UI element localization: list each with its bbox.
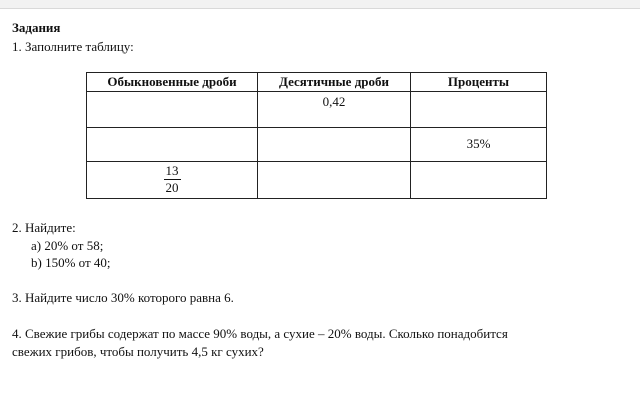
cell-fraction [87, 162, 258, 199]
header-ordinary-fractions: Обыкновенные дроби [87, 73, 258, 92]
cell-decimal: 0,42 [258, 92, 411, 128]
fraction-denominator: 20 [165, 180, 179, 195]
cell-decimal [258, 128, 411, 162]
task-2a: а) 20% от 58; [31, 238, 104, 253]
table-row [87, 128, 547, 162]
cell-percent [411, 162, 547, 199]
task-3-text: 3. Найдите число 30% которого равна 6. [12, 290, 234, 305]
fraction-numerator: 13 [165, 163, 179, 178]
fraction-13-20 [164, 164, 181, 195]
cell-percent: 35% [411, 128, 547, 162]
table-row [87, 92, 547, 128]
cell-decimal [258, 162, 411, 199]
table-row [87, 162, 547, 199]
page-title: Задания [12, 20, 61, 35]
task-2b: b) 150% от 40; [31, 255, 111, 270]
task-4-line-2: свежих грибов, чтобы получить 4,5 кг сухих? [12, 344, 264, 359]
header-decimal-fractions: Десятичные дроби [258, 73, 411, 92]
header-percents: Проценты [411, 73, 547, 92]
task-4-line-1: 4. Свежие грибы содержат по массе 90% воды, а сухие – 20% воды. Сколько понадобится [12, 326, 508, 341]
cell-fraction [87, 92, 258, 128]
cell-fraction [87, 128, 258, 162]
fractions-table [86, 72, 547, 199]
task-2-text: 2. Найдите: [12, 220, 76, 235]
cell-percent [411, 92, 547, 128]
table-header-row [87, 73, 547, 92]
task-1-text: 1. Заполните таблицу: [12, 39, 134, 54]
top-bar [0, 0, 640, 9]
